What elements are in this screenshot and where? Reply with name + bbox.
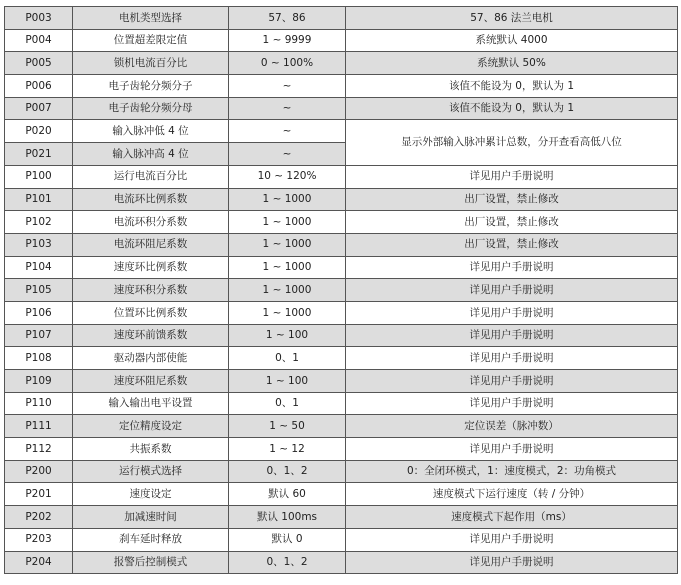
param-range: 1 ~ 1000 — [229, 211, 346, 234]
param-note: 该值不能设为 0，默认为 1 — [346, 75, 678, 98]
param-code: P108 — [5, 347, 73, 370]
param-range: 1 ~ 1000 — [229, 188, 346, 211]
param-code: P103 — [5, 233, 73, 256]
table-row — [5, 7, 678, 30]
param-note: 该值不能设为 0，默认为 1 — [346, 97, 678, 120]
param-range: 1 ~ 1000 — [229, 233, 346, 256]
param-note: 详见用户手册说明 — [346, 165, 678, 188]
param-note: 详见用户手册说明 — [346, 392, 678, 415]
param-note: 定位误差（脉冲数） — [346, 415, 678, 438]
param-name: 加减速时间 — [73, 506, 229, 529]
param-range: 0、1 — [229, 347, 346, 370]
param-note: 系统默认 4000 — [346, 29, 678, 52]
param-code: P107 — [5, 324, 73, 347]
param-name: 输入脉冲高 4 位 — [73, 143, 229, 166]
table-row — [5, 460, 678, 483]
param-range: 1 ~ 9999 — [229, 29, 346, 52]
param-name: 输入输出电平设置 — [73, 392, 229, 415]
table-row — [5, 551, 678, 574]
param-range: 0、1 — [229, 392, 346, 415]
table-row — [5, 347, 678, 370]
param-range: 57、86 — [229, 7, 346, 30]
param-code: P111 — [5, 415, 73, 438]
table-row — [5, 188, 678, 211]
param-name: 速度环积分系数 — [73, 279, 229, 302]
table-row — [5, 256, 678, 279]
table-row — [5, 506, 678, 529]
param-range: 10 ~ 120% — [229, 165, 346, 188]
param-range: 1 ~ 12 — [229, 438, 346, 461]
param-code: P203 — [5, 528, 73, 551]
param-range: 0、1、2 — [229, 460, 346, 483]
param-note: 速度模式下起作用（ms） — [346, 506, 678, 529]
param-note: 详见用户手册说明 — [346, 301, 678, 324]
param-code: P101 — [5, 188, 73, 211]
table-row — [5, 392, 678, 415]
param-range: ~ — [229, 143, 346, 166]
param-code: P020 — [5, 120, 73, 143]
param-note: 详见用户手册说明 — [346, 551, 678, 574]
param-range: ~ — [229, 75, 346, 98]
param-range: 1 ~ 1000 — [229, 301, 346, 324]
param-code: P102 — [5, 211, 73, 234]
param-code: P100 — [5, 165, 73, 188]
param-name: 速度环前馈系数 — [73, 324, 229, 347]
param-name: 定位精度设定 — [73, 415, 229, 438]
param-name: 电机类型选择 — [73, 7, 229, 30]
param-note: 详见用户手册说明 — [346, 438, 678, 461]
param-code: P201 — [5, 483, 73, 506]
param-name: 刹车延时释放 — [73, 528, 229, 551]
table-row — [5, 120, 678, 143]
table-row — [5, 165, 678, 188]
param-note: 详见用户手册说明 — [346, 256, 678, 279]
param-note: 出厂设置，禁止修改 — [346, 233, 678, 256]
param-code: P105 — [5, 279, 73, 302]
param-code: P007 — [5, 97, 73, 120]
param-note: 详见用户手册说明 — [346, 279, 678, 302]
param-name: 报警后控制模式 — [73, 551, 229, 574]
param-name: 运行模式选择 — [73, 460, 229, 483]
param-range: 默认 0 — [229, 528, 346, 551]
param-name: 运行电流百分比 — [73, 165, 229, 188]
param-name: 电子齿轮分频分子 — [73, 75, 229, 98]
param-range: 默认 60 — [229, 483, 346, 506]
param-name: 位置超差限定值 — [73, 29, 229, 52]
param-note: 出厂设置，禁止修改 — [346, 211, 678, 234]
param-note: 0：全闭环模式，1：速度模式，2：功角模式 — [346, 460, 678, 483]
param-code: P109 — [5, 370, 73, 393]
table-row — [5, 52, 678, 75]
param-name: 共振系数 — [73, 438, 229, 461]
param-note-merged: 显示外部输入脉冲累计总数，分开查看高低八位 — [346, 120, 678, 165]
parameter-table — [4, 6, 678, 574]
param-name: 电流环积分系数 — [73, 211, 229, 234]
param-code: P110 — [5, 392, 73, 415]
param-range: 0 ~ 100% — [229, 52, 346, 75]
param-code: P204 — [5, 551, 73, 574]
param-code: P003 — [5, 7, 73, 30]
param-name: 速度环比例系数 — [73, 256, 229, 279]
param-note: 系统默认 50% — [346, 52, 678, 75]
param-code: P104 — [5, 256, 73, 279]
param-code: P200 — [5, 460, 73, 483]
table-row — [5, 233, 678, 256]
param-note: 出厂设置，禁止修改 — [346, 188, 678, 211]
param-note: 详见用户手册说明 — [346, 347, 678, 370]
param-note: 详见用户手册说明 — [346, 528, 678, 551]
param-code: P004 — [5, 29, 73, 52]
table-row — [5, 324, 678, 347]
param-code: P006 — [5, 75, 73, 98]
param-note: 详见用户手册说明 — [346, 324, 678, 347]
table-row — [5, 97, 678, 120]
param-name: 电子齿轮分频分母 — [73, 97, 229, 120]
param-code: P112 — [5, 438, 73, 461]
table-row — [5, 279, 678, 302]
param-name: 速度环阻尼系数 — [73, 370, 229, 393]
param-name: 驱动器内部使能 — [73, 347, 229, 370]
param-range: 1 ~ 50 — [229, 415, 346, 438]
param-code: P021 — [5, 143, 73, 166]
table-row — [5, 75, 678, 98]
param-code: P005 — [5, 52, 73, 75]
table-row — [5, 528, 678, 551]
param-range: 默认 100ms — [229, 506, 346, 529]
param-name: 输入脉冲低 4 位 — [73, 120, 229, 143]
param-note: 详见用户手册说明 — [346, 370, 678, 393]
table-row — [5, 29, 678, 52]
param-name: 速度设定 — [73, 483, 229, 506]
param-range: ~ — [229, 120, 346, 143]
param-name: 位置环比例系数 — [73, 301, 229, 324]
param-name: 电流环阻尼系数 — [73, 233, 229, 256]
param-range: 1 ~ 1000 — [229, 256, 346, 279]
table-row — [5, 483, 678, 506]
param-code: P106 — [5, 301, 73, 324]
table-row — [5, 415, 678, 438]
param-range: ~ — [229, 97, 346, 120]
table-row — [5, 438, 678, 461]
param-range: 1 ~ 100 — [229, 324, 346, 347]
table-row — [5, 211, 678, 234]
param-range: 1 ~ 100 — [229, 370, 346, 393]
table-row — [5, 370, 678, 393]
table-row — [5, 301, 678, 324]
param-range: 0、1、2 — [229, 551, 346, 574]
param-name: 电流环比例系数 — [73, 188, 229, 211]
param-note: 57、86 法兰电机 — [346, 7, 678, 30]
param-code: P202 — [5, 506, 73, 529]
param-range: 1 ~ 1000 — [229, 279, 346, 302]
param-name: 锁机电流百分比 — [73, 52, 229, 75]
param-note: 速度模式下运行速度（转 / 分钟） — [346, 483, 678, 506]
